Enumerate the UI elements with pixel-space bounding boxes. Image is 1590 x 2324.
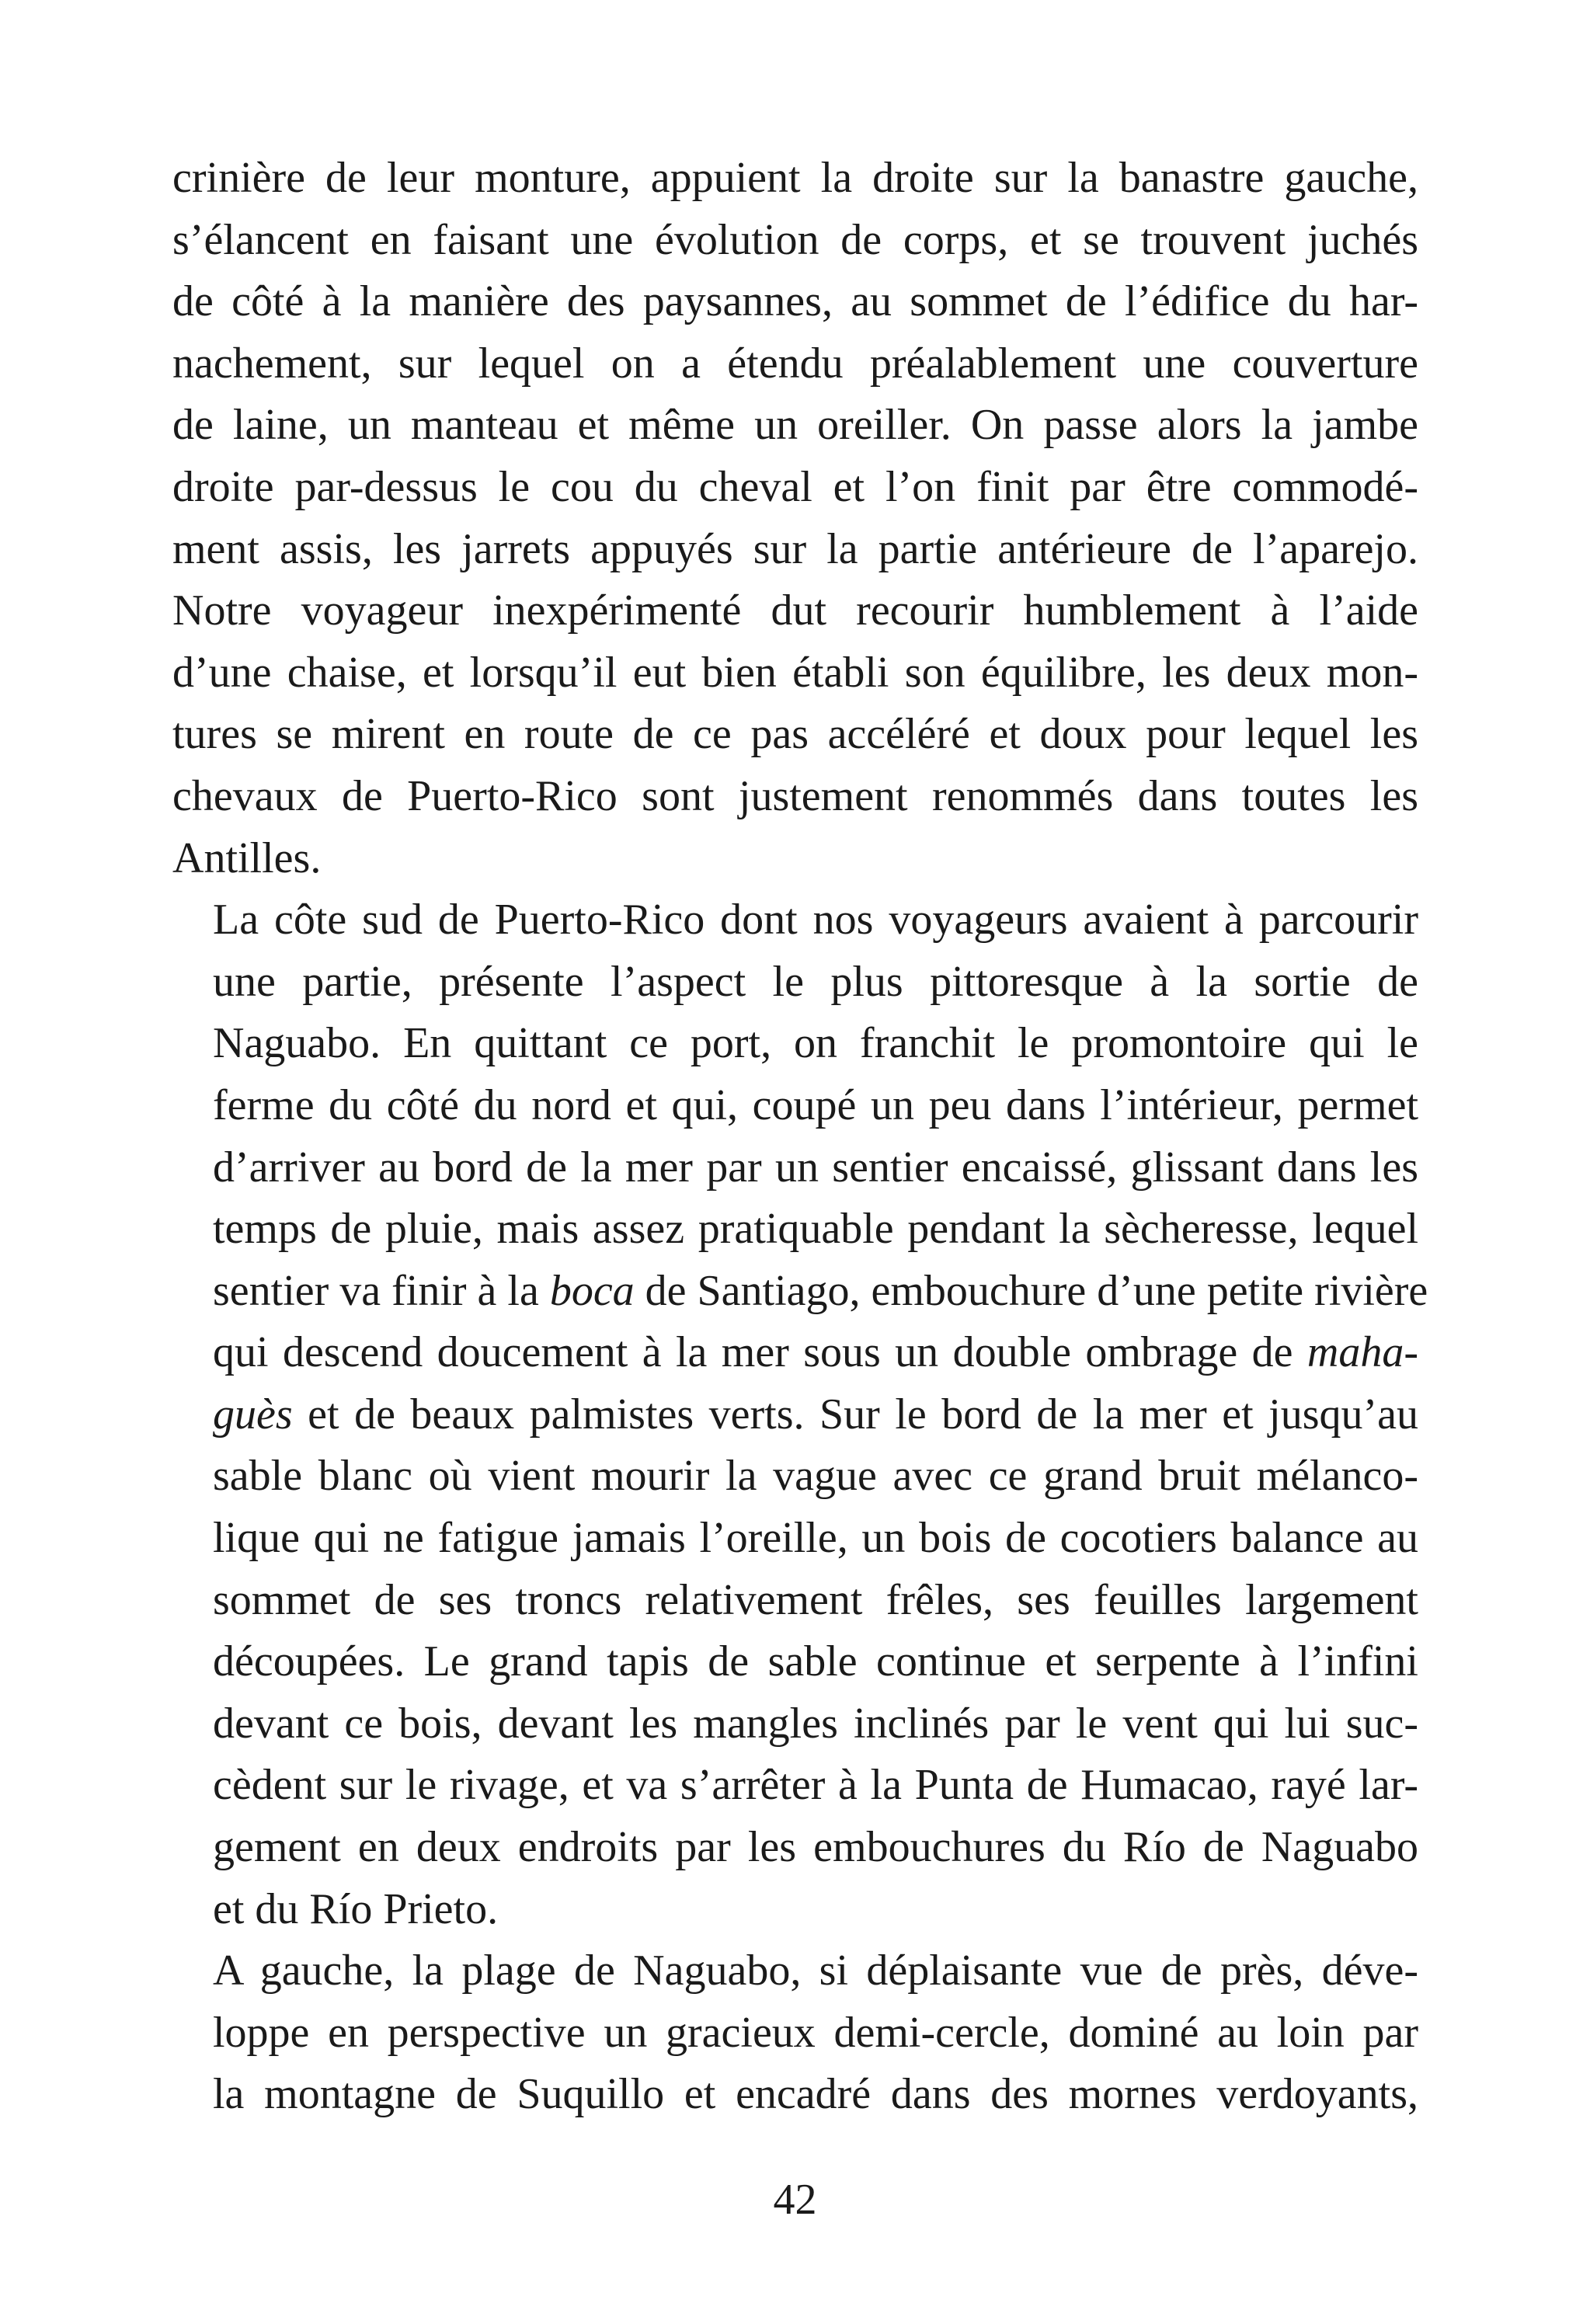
text-line: Naguabo. En quittant ce port, on franchit le promontoire qui le [213,1019,1418,1068]
paragraph [172,889,1428,1940]
text-line: d’arriver au bord de la mer par un sentier encaissé, glissant dans les [213,1143,1418,1192]
text-line: de laine, un manteau et même un oreiller. On passe alors la jambe [172,401,1418,450]
text-line: gement en deux endroits par les embouchures du Río de Naguabo [213,1823,1418,1872]
text-line: temps de pluie, mais assez pratiquable pendant la sècheresse, lequel [213,1205,1418,1254]
paragraph [172,148,1418,889]
text-line: d’une chaise, et lorsqu’il eut bien établi son équilibre, les deux mon- [172,648,1418,697]
text-line: cèdent sur le rivage, et va s’arrêter à la Punta de Humacao, rayé lar- [213,1761,1418,1810]
text-line: découpées. Le grand tapis de sable continue et serpente à l’infini [213,1637,1418,1686]
text-line: chevaux de Puerto-Rico sont justement renommés dans toutes les [172,771,1418,820]
italic-term: boca [549,1266,635,1315]
text-line: crinière de leur monture, appuient la droite sur la banastre gauche, [172,154,1418,202]
text-line: sommet de ses troncs relativement frêles, ses feuilles largement [213,1575,1418,1624]
text-line: qui descend doucement à la mer sous un double ombrage de maha- [213,1328,1418,1377]
text-line: La côte sud de Puerto-Rico dont nos voyageurs avaient à parcourir [213,896,1418,945]
text-line: et du Río Prieto. [213,1884,499,1933]
text-line: Notre voyageur inexpérimenté dut recourir humblement à l’aide [172,586,1418,635]
text-line: ment assis, les jarrets appuyés sur la partie antérieure de l’aparejo. [172,524,1418,573]
italic-term: guès [213,1390,293,1439]
text-line: A gauche, la plage de Naguabo, si déplaisante vue de près, déve- [213,1947,1418,1995]
text-line: ferme du côté du nord et qui, coupé un peu dans l’intérieur, permet [213,1080,1418,1129]
text-line: tures se mirent en route de ce pas accéléré et doux pour lequel les [172,710,1418,759]
text-line: lique qui ne fatigue jamais l’oreille, un bois de cocotiers balance au [213,1514,1418,1563]
text-line: sentier va finir à la boca de Santiago, embouchure d’une petite rivière [213,1266,1428,1315]
text-line: de côté à la manière des paysannes, au sommet de l’édifice du har- [172,277,1418,326]
paragraph [172,1940,1418,2126]
text-line: nachement, sur lequel on a étendu préalablement une couverture [172,339,1418,388]
text-line: sable blanc où vient mourir la vague avec ce grand bruit mélanco- [213,1452,1418,1501]
text-line: Antilles. [172,833,322,882]
text-line: la montagne de Suquillo et encadré dans des mornes verdoyants, [213,2070,1418,2119]
text-line: devant ce bois, devant les mangles inclinés par le vent qui lui suc- [213,1699,1418,1748]
body-text [172,148,1428,2126]
text-line: s’élancent en faisant une évolution de corps, et se trouvent juchés [172,215,1418,264]
text-line: droite par-dessus le cou du cheval et l’on finit par être commodé- [172,462,1418,511]
text-line: guès et de beaux palmistes verts. Sur le bord de la mer et jusqu’au [213,1390,1418,1439]
text-line: loppe en perspective un gracieux demi-cercle, dominé au loin par [213,2008,1418,2057]
text-line: une partie, présente l’aspect le plus pittoresque à la sortie de [213,957,1418,1006]
italic-term: maha- [1306,1328,1418,1377]
page-number: 42 [773,2176,817,2224]
